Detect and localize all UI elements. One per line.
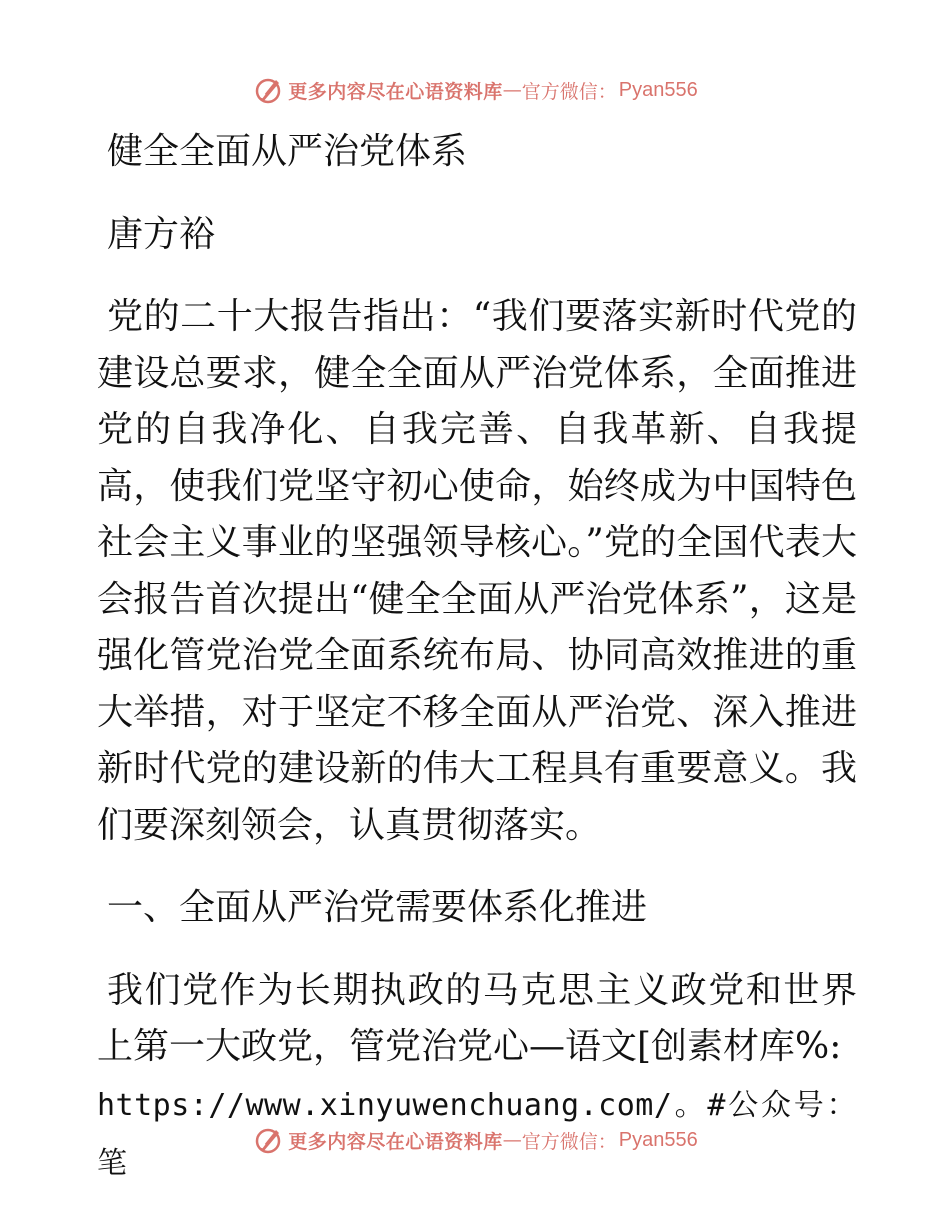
document-author: 唐方裕 bbox=[107, 213, 216, 255]
watermark-official-label: 官方微信： bbox=[521, 1130, 617, 1153]
watermark-brand: 更多内容尽在心语资料库 bbox=[288, 1130, 503, 1153]
quill-logo-icon bbox=[252, 1124, 284, 1156]
watermark-banner-bottom bbox=[0, 1120, 950, 1160]
watermark-separator: — bbox=[502, 1129, 522, 1151]
document-body bbox=[97, 124, 857, 1219]
section-heading: 一、全面从严治党需要体系化推进 bbox=[107, 887, 648, 928]
watermark-banner-top bbox=[0, 70, 950, 110]
watermark-handle: Pyan556 bbox=[618, 78, 698, 101]
paragraph-intro: 党的二十大报告指出：“我们要落实新时代党的建设总要求，健全全面从严治党体系，全面推进党的自我净化、自我完善、自我革新、自我提高，使我们党坚守初心使命，始终成为中国特色社会主义事业的坚强领导核心。”党的全国代表大会报告首次提出“健全全面从严治党体系”，这是强化管党治党全面系统布局、协同高效推进的重大举措，对于坚定不移全面从严治党、深入推进新时代党的建设新的伟大工程具有重要意义。我们要深刻领会，认真贯彻落实。 bbox=[97, 296, 857, 846]
watermark-separator: — bbox=[502, 79, 522, 101]
paragraph-section-1-text: 我们党作为长期执政的马克思主义政党和世界上第一大政党，管党治党心—语文[创素材库%: bbox=[97, 969, 857, 1067]
watermark-brand: 更多内容尽在心语资料库 bbox=[288, 80, 503, 103]
watermark-official-label: 官方微信： bbox=[521, 80, 617, 103]
source-url-link[interactable]: https://www.xinyuwenchuang.com/。#公众号：笔 bbox=[97, 1087, 857, 1181]
quill-logo-icon bbox=[252, 74, 284, 106]
document-title: 健全全面从严治党体系 bbox=[107, 131, 468, 172]
watermark-handle: Pyan556 bbox=[618, 1128, 698, 1151]
